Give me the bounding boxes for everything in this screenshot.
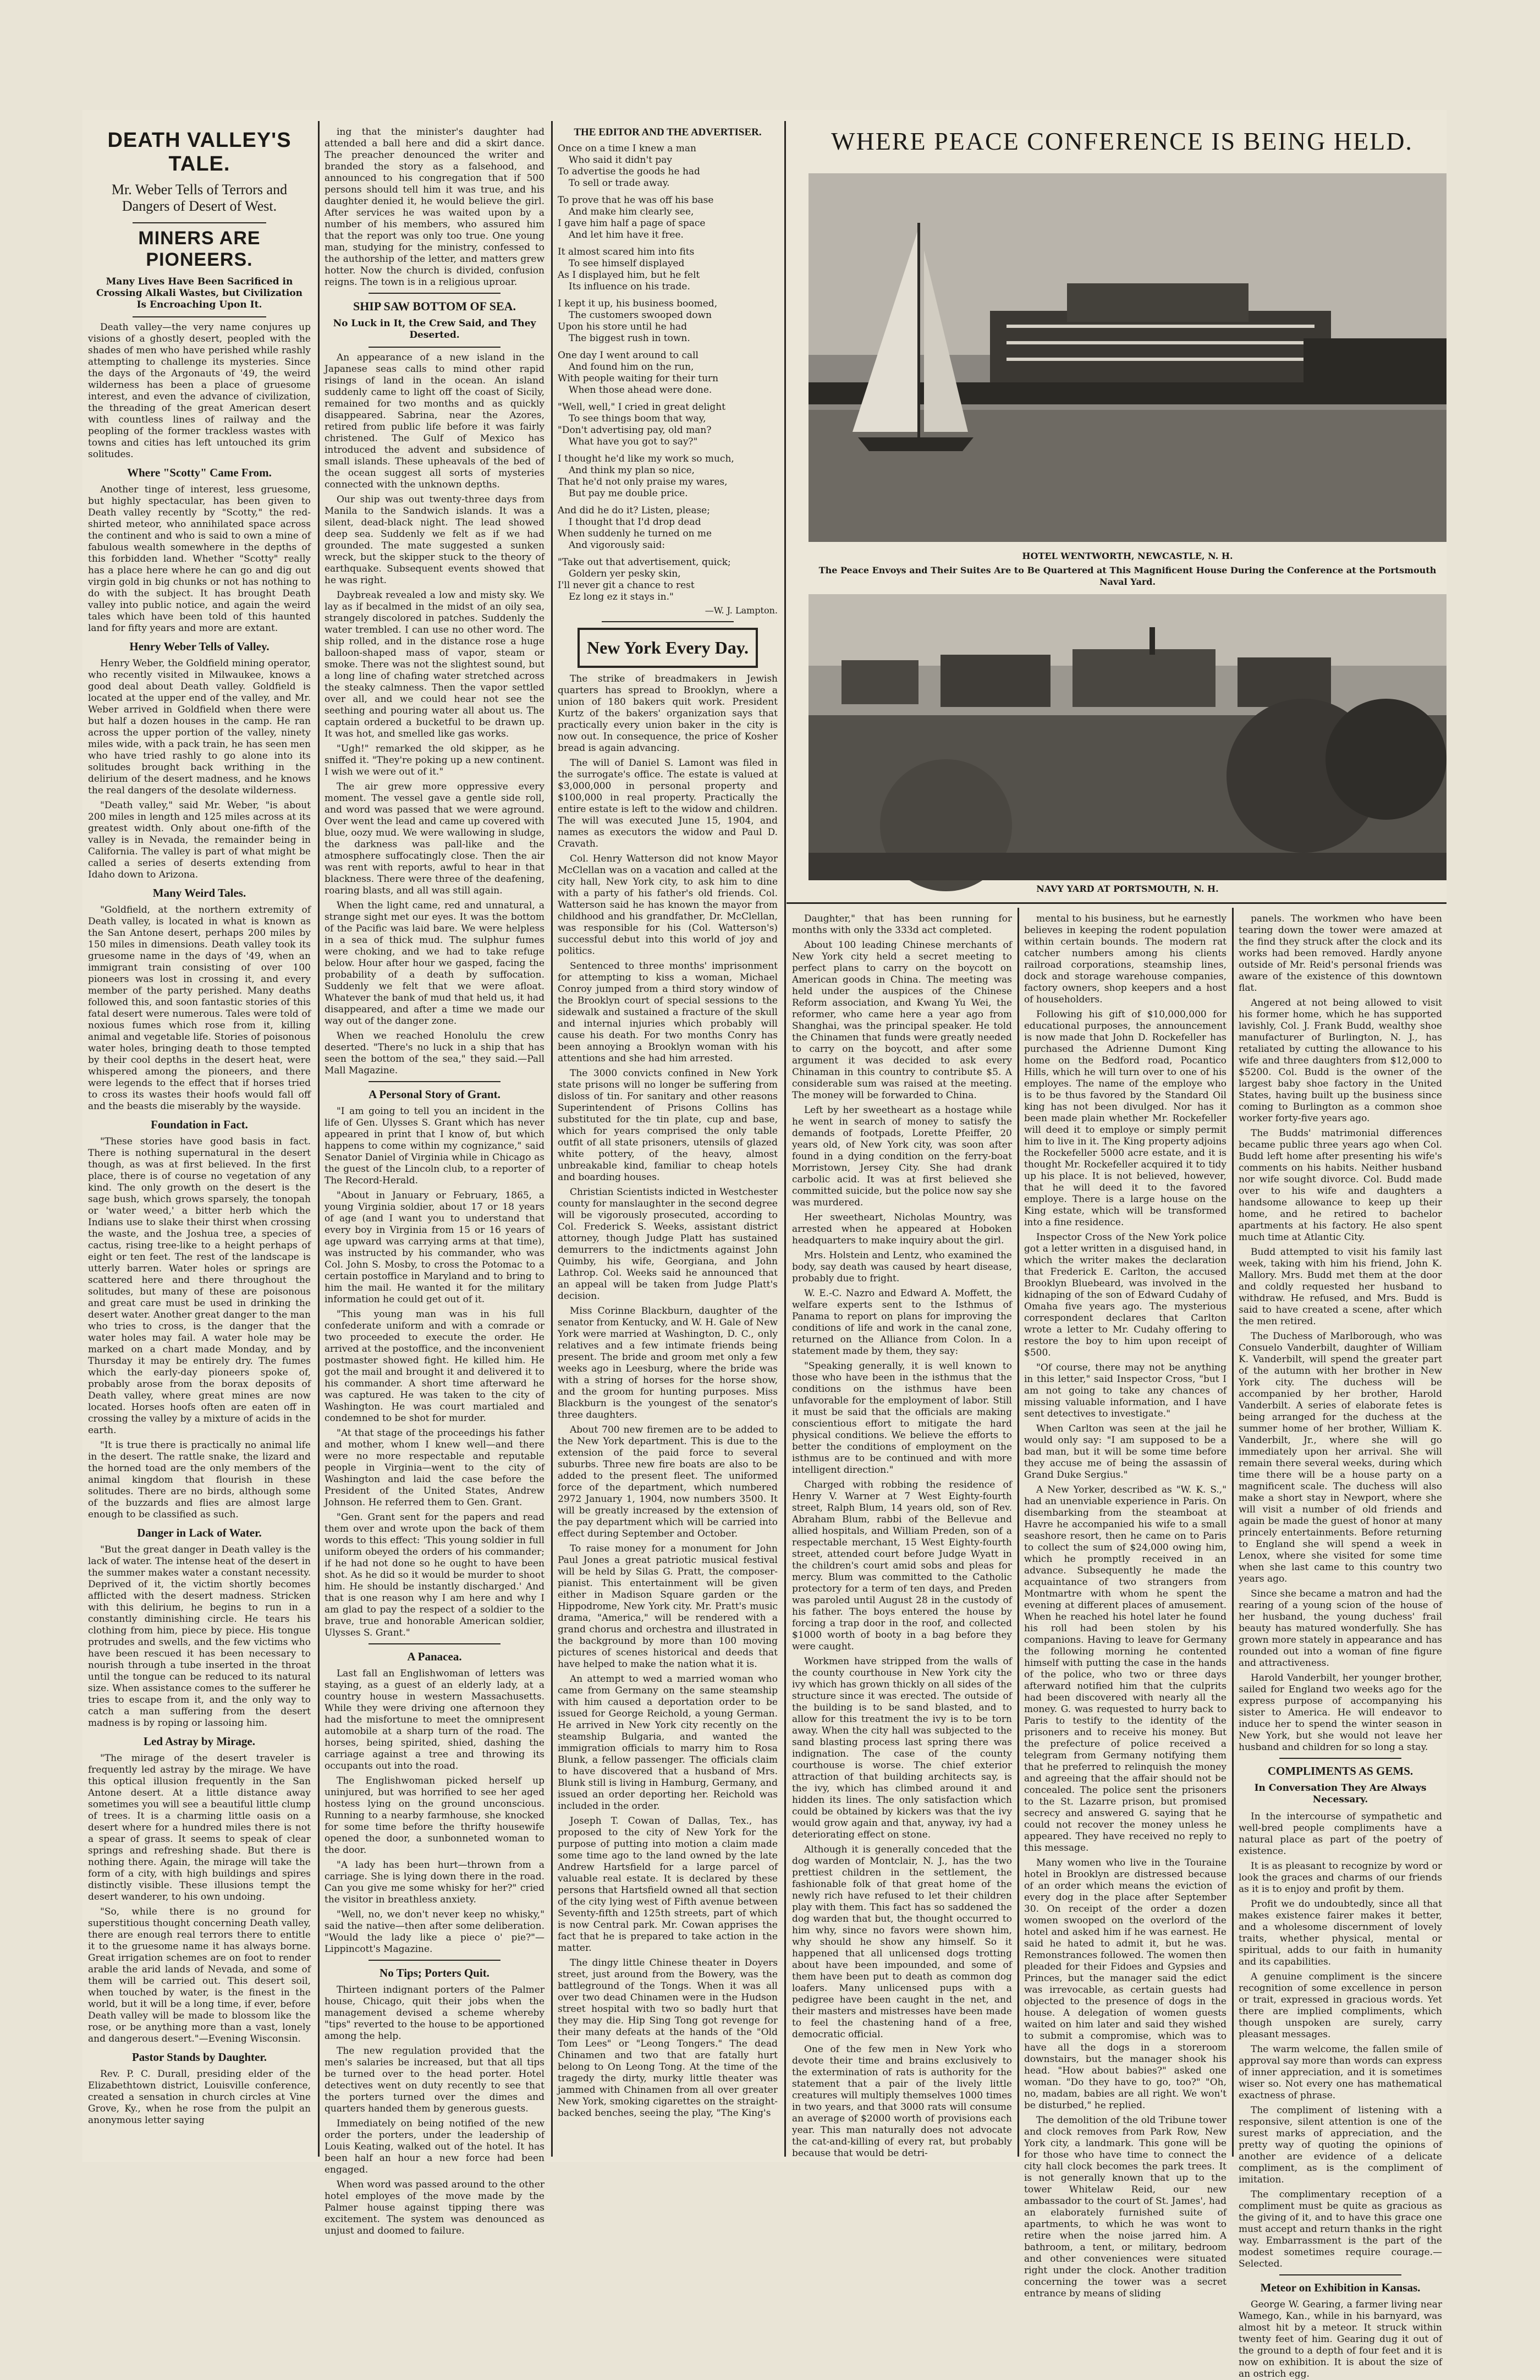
peace-conference-banner: WHERE PEACE CONFERENCE IS BEING HELD. (831, 127, 1413, 155)
hotel-caption-title: HOTEL WENTWORTH, NEWCASTLE, N. H. (1022, 551, 1233, 561)
poem-line: That he'd not only praise my wares, (558, 476, 728, 487)
paragraph: "I am going to tell you an incident in the life of Gen. Ulysses S. Grant which has never appeared in print that I know of, but which happens to come within my cognizance," said Senator Daniel of Virginia while in Chicago as the guest of the Lincoln club, to a reporter of The Record-Herald. (324, 1106, 544, 1186)
poem-line: To see himself displayed (569, 258, 685, 269)
poem-line: And think my plan so nice, (569, 465, 695, 476)
poem-line: I kept it up, his business boomed, (558, 298, 718, 309)
poem-line: I thought he'd like my work so much, (558, 453, 734, 464)
paragraph: W. E.-C. Nazro and Edward A. Moffett, the welfare experts sent to the Isthmus of Panama to report on plans for improving the conditions of life and work in the canal zone, returned on the Alliance from Colon. In a statement made by them, they say: (792, 1288, 1012, 1357)
divider (1279, 2274, 1401, 2275)
poem-line: But pay me double price. (569, 488, 688, 499)
divider (369, 1081, 501, 1082)
divider (602, 621, 734, 622)
subhead: Many Weird Tales. (152, 886, 246, 900)
divider (369, 1960, 501, 1961)
poem-line: The customers swooped down (569, 310, 712, 321)
paragraph: Thirteen indignant porters of the Palmer house, Chicago, quit their jobs when the management devised a scheme whereby "tips" reverted to the house to be apportioned among the help. (324, 1984, 544, 2042)
divider (133, 222, 266, 223)
paragraph: "Ugh!" remarked the old skipper, as he sniffed it. "They're poking up a new continent. I wish we were out of it." (324, 743, 544, 777)
poem-line: One day I went around to call (558, 350, 698, 361)
headline-compliments: COMPLIMENTS AS GEMS. (1267, 1764, 1414, 1778)
column-rule (1018, 908, 1019, 2157)
poem-line: Who said it didn't pay (569, 155, 672, 166)
divider (369, 347, 501, 348)
poem-line: Once on a time I knew a man (558, 143, 696, 154)
paragraph: "It is true there is practically no animal life in the desert. The rattle snake, the lizard and the horned toad are the only members of the animal kingdom that flourish in these solitudes. There are no birds, although some of the buzzards and flies are almost large enough to be classified as such. (88, 1440, 311, 1520)
new-york-every-day-box: New York Every Day. (578, 628, 758, 668)
headline-meteor: Meteor on Exhibition in Kansas. (1260, 2281, 1421, 2294)
paragraph: About 700 new firemen are to be added to the New York department. This is due to the extension of the paid force to several suburbs. Three new fire boats are also to be added to the present fleet. The uniformed force of the department, which numbered 2972 January 1, 1904, now numbers 3500. It will be greatly increased by the extension of the pay department which will be carried into effect during September and October. (558, 1424, 778, 1539)
paragraph: Budd attempted to visit his family last week, taking with him his friend, John K. Mallory. Mrs. Budd met them at the door and coldly requested her husband to withdraw. He refused, and Mrs. Budd is said to have created a scene, after which the men retired. (1239, 1247, 1442, 1327)
navy-yard-caption-title: NAVY YARD AT PORTSMOUTH, N. H. (1036, 884, 1219, 894)
poem-line: When those ahead were done. (569, 385, 712, 396)
paragraph: Charged with robbing the residence of Henry V. Warner at 7 West Eighty-fourth street, Ralph Blum, 14 years old, son of Rev. Abraham Blum, rabbi of the Bellevue and allied hospitals, and William Preden, son of a respectable merchant, 15 West Eighty-fourth street, attended court before Judge Wyatt in the children's court amid sobs and pleas for mercy. Blum was committed to the Catholic protectory for a term of ten days, and Preden was paroled until August 28 in the custody of his father. The boys entered the house by forcing a trap door in the roof, and collected $1000 worth of booty in a bag before they were caught. (792, 1479, 1012, 1652)
hotel-wentworth-photo (809, 173, 1447, 542)
paragraph: "Speaking generally, it is well known to those who have been in the isthmus that the conditions on the isthmus have been unfavorable for the employment of labor. Still it must be said that the officials are making conscientious effort to mitigate the hard physical conditions. We believe the efforts to better the conditions of employment on the isthmus are to be continued and with more intelligent direction." (792, 1361, 1012, 1476)
paragraph: An attempt to wed a married woman who came from Germany on the same steamship with him caused a deportation order to be issued for George Reichold, a young German. He arrived in New York city recently on the steamship Bulgaria, and wanted the immigration officials to marry him to Rosa Blunk, a fellow passenger. The officials claim to have discovered that a husband of Mrs. Blunk still is living in Hamburg, Germany, and issued an order deporting her. Reichold was included in the order. (558, 1674, 778, 1812)
poem-line (558, 344, 778, 350)
poem-line: The biggest rush in town. (569, 333, 690, 344)
paragraph: When word was passed around to the other hotel employes of the move made by the Palmer house against tipping there was excitement. The system was denounced as unjust and doomed to failure. (324, 2179, 544, 2236)
poem-line: "Don't advertising pay, old man? (558, 425, 712, 436)
paragraph: The will of Daniel S. Lamont was filed in the surrogate's office. The estate is valued at $3,000,000 in personal property and $100,000 in real property. Practically the entire estate is left to the widow and children. The will was executed June 15, 1904, and names as executors the widow and Paul D. Cravath. (558, 758, 778, 849)
paragraph: "Goldfield, at the northern extremity of Death valley, is located in what is known as the San Antone desert, perhaps 200 miles by 150 miles in dimensions. Death valley took its gruesome name in the days of '49, when an immigrant train consisting of over 100 pioneers was lost in crossing it, and every member of the party perished. Many deaths followed this, and soon fantastic stories of this fatal desert were numerous. Tales were told of noxious fumes which rose from it, killing animal and vegetable life. Stories of poisonous water holes, bringing death to those tempted by their cool depths in the desert heat, were whispered among the pioneers, and there were legends to the effect that if horses tried to cross its wastes their hoofs would fall off and the beasts die miserably by the wayside. (88, 904, 311, 1112)
poem-line: What have you got to say?" (569, 436, 698, 447)
subhead: Foundation in Fact. (151, 1118, 248, 1131)
paragraph: When the light came, red and unnatural, a strange sight met our eyes. It was the bottom of the Pacific was laid bare. We were helpless in a sea of thick mud. The sulphur fumes were choking, and we had to take refuge below. Hour after hour we gasped, facing the probability of a death by suffocation. Suddenly we felt that we were afloat. Whatever the bank of mud that held us, it had disappeared, and after a time we made our way out of the danger zone. (324, 900, 544, 1027)
poem-line: And vigorously said: (569, 540, 666, 551)
paragraph: "About in January or February, 1865, a young Virginia soldier, about 17 or 18 years of age (and I want you to understand that every boy in Virginia from 15 or 16 years of age upward was carrying arms at that time), was instructed by his commander, who was Col. John S. Mosby, to cross the Potomac to a certain postoffice in Maryland and to bring to him the mail. He wanted it for the military information he could get out of it. (324, 1190, 544, 1305)
paragraph: The complimentary reception of a compliment must be quite as gracious as the giving of it, and to have this grace one must accept and return thanks in the right way. Embarrassment is the part of the modest sometimes require courage.—Selected. (1239, 2189, 1442, 2269)
divider (369, 1643, 501, 1644)
poem-line: It almost scared him into fits (558, 246, 695, 257)
paragraph: "But the great danger in Death valley is the lack of water. The intense heat of the desert in the summer makes water a constant necessity. Deprived of it, the victim shortly becomes afflicted with the desert madness. Stricken with this delirium, he begins to run in a constantly diminishing circle. He tears his clothing from him, piece by piece. His tongue protrudes and swells, and the few victims who have been rescued it has been necessary to nourish through a tube inserted in the throat until the tongue can be reduced to its natural size. When assistance comes to the sufferer he tries to escape from it, and the only way to catch a man suffering from the desert madness is by roping or lassoing him. (88, 1544, 311, 1729)
paragraph: A genuine compliment is the sincere recognition of some excellence in person or trait, expressed in gracious words. Yet there are implied compliments, which though unspoken are surely, carry pleasant messages. (1239, 1971, 1442, 2040)
paragraph: Another tinge of interest, less gruesome, but highly spectacular, has been given to Death valley recently by "Scotty," the red-shirted meteor, who annihilated space across the continent and who is said to own a mine of fabulous wealth somewhere in the depths of this forbidden land. Whether "Scotty" really has a place here where he can go and dig out virgin gold in big chunks or not has nothing to do with the subject. It has brought Death valley into public notice, and again the weird tales which have been told of this haunted land for fifty years and more are extant. (88, 484, 311, 634)
paragraph: ing that the minister's daughter had attended a ball here and did a skirt dance. The preacher denounced the writer and branded the story as a falsehood, and announced to his congregation that if 500 persons should tell him it was true, and his daughter denied it, he would believe the girl. After services he was waited upon by a number of his members, who assured him that the report was only too true. One young man, studying for the ministry, confessed to the authorship of the letter, and matters grew hotter. Now the church is divided, confusion reigns. The town is in a religious uproar. (324, 127, 544, 288)
paragraph: Christian Scientists indicted in Westchester county for manslaughter in the second degree will be vigorously prosecuted, according to Col. Frederick S. Weeks, assistant district attorney, though Judge Platt has sustained demurrers to the indictments against John Quimby, his wife, Georgiana, and John Lathrop. Col. Weeks said he announced that an appeal will be taken from Judge Platt's decision. (558, 1187, 778, 1302)
paragraph: The 3000 convicts confined in New York state prisons will no longer be suffering from disloss of tin. For sanitary and other reasons Superintendent of Prisons Collins has substituted for the tin plate, cup and base, which for years comprised the only table outfit of all state prisoners, utensils of glazed white pottery, of the heavy, almost unbreakable kind, familiar to cheap hotels and boarding houses. (558, 1068, 778, 1183)
poem-line: Ez long ez it stays in." (569, 591, 674, 602)
poem (558, 143, 778, 603)
paragraph: A New Yorker, described as "W. K. S.," had an unenviable experience in Paris. On disembarking from the steamboat at Havre he accompanied his wife to a small seashore resort, then he came on to Paris to collect the sum of $24,000 owing him, which he promptly received in an advance. Subsequently he made the acquaintance of two strangers from Montmartre with whom he spent the evening at different places of amusement. When he reached his hotel later he found his roll had been stolen by his companions. Having to leave for Germany the following morning he contented himself with putting the case in the hands of the police, who two or three days afterward notified him that the culprits had been discovered with nearly all the money. G. was requested to hurry back to Paris to testify to the identity of the prisoners and to receive his money. But the prefecture of police received a telegram from Germany notifying them that he preferred to relinquish the money and agreeing that the affair should not be concealed. The police sent the prisoners to the St. Lazarre prison, but promised secrecy and answered G. saying that he could not recover the money unless he appeared. They have received no reply to this message. (1024, 1484, 1226, 1853)
paragraph: Although it is generally conceded that the dog warden of Montclair, N. J., has the two prettiest children in the settlement, the fashionable folk of that great home of the newly rich have refused to let their children play with them. This fact has so saddened the dog warden that but, the thought occurred to him why, since no favors were shown him, why should he show any himself. So it happened that all unlicensed dogs trotting about have been impounded, and some of them have been put to death as common dog loafers. Many unlicensed pups with a pedigree have been caught in the net, and their masters and mistresses have been made to feel the chastening hand of a free, democratic official. (792, 1844, 1012, 2040)
paragraph: panels. The workmen who have been tearing down the tower were amazed at the find they struck after the clock and its works had been removed. Hardly anyone outside of Mr. Reid's personal friends was aware of the existence of this downtown flat. (1239, 913, 1442, 994)
deck-ship: No Luck in It, the Crew Said, and They Deserted. (333, 318, 536, 341)
paragraph: An appearance of a new island in the Japanese seas calls to mind other rapid risings of land in the ocean. An island suddenly came to light off the coast of Sicily, remained for two months and as quickly disappeared. Sabrina, near the Azores, retired from public life before it was fairly christened. The Gulf of Mexico has introduced the advent and subsidence of small islands. These upheavals of the bed of the ocean suggest all sorts of mysteries connected with the unknown depths. (324, 352, 544, 490)
paragraph: Rev. P. C. Durall, presiding elder of the Elizabethtown district, Louisville conference, created a sensation in church circles at Vine Grove, Ky., when he rose from the pulpit an anonymous letter saying (88, 2069, 311, 2126)
paragraph: George W. Gearing, a farmer living near Wamego, Kan., while in his barnyard, was almost hit by a meteor. It struck within twenty feet of him. Gearing dug it out of the ground to a depth of four feet and it is now on exhibition. It is about the size of an ostrich egg. (1239, 2299, 1442, 2379)
headline-ship: SHIP SAW BOTTOM OF SEA. (353, 299, 516, 313)
paragraph: Our ship was out twenty-three days from Manila to the Sandwich islands. It was a silent, dead-black night. The lead showed deep sea. Suddenly we felt as if we had grounded. The mate suggested a sunken wreck, but the skipper stuck to the theory of earthquake. Subsequent events showed that he was right. (324, 494, 544, 586)
paragraph: Left by her sweetheart as a hostage while he went in search of money to satisfy the demands of footpads, Lorette Pfeiffer, 20 years old, of New York city, was soon after found in a dying condition on the ferry-boat Morristown, Jersey City. She had drank carbolic acid. It was at first believed she committed suicide, but the police now say she was murdered. (792, 1105, 1012, 1208)
paragraph: Many women who live in the Touraine hotel in Brooklyn are distressed because of an order which means the eviction of every dog in the place after September 30. On receipt of the order a dozen women swooped on the overlord of the hotel and asked him if he was earnest. He said he hated to admit it, but he was. Remonstrances followed. The women then pleaded for their Fidoes and Gypsies and Princes, but the manager said the edict was irrevocable, as certain guests had objected to the presence of dogs in the house. A delegation of women guests waited on him later and said they wished to submit a compromise, which was to have all the dogs in a storeroom downstairs, but the manager shook his head. "How about babies?" asked one woman. "Do they have to go, too?" "Oh, no, madam, babies are all right. We won't be disturbed," he replied. (1024, 1857, 1226, 2111)
navy-yard-photo (809, 594, 1447, 880)
deck-compliments: In Conversation They Are Always Necessary. (1254, 1783, 1427, 1805)
paragraph: Mrs. Holstein and Lentz, who examined the body, say death was caused by heart disease, probably due to fright. (792, 1250, 1012, 1284)
paragraph: "Gen. Grant sent for the papers and read them over and wrote upon the back of them words to this effect: 'This young soldier in full uniform obeyed the orders of his commander; if he had not done so he ought to have been shot. As he did so it would be murder to shoot him. He should be instantly discharged.' And that is one reason why I am here and why I am glad to pay the respect of a soldier to the brave, true and honorable American soldier, Ulysses S. Grant." (324, 1512, 544, 1638)
divider (133, 316, 266, 317)
paragraph: Immediately on being notified of the new order the porters, under the leadership of Louis Keating, walked out of the hotel. It has been half an hour a new force had been engaged. (324, 2118, 544, 2175)
headline-editor: THE EDITOR AND THE ADVERTISER. (574, 127, 762, 138)
column-1 (88, 127, 311, 2157)
column-4 (792, 913, 1012, 2157)
paragraph: The strike of breadmakers in Jewish quarters has spread to Brooklyn, where a union of 180 bakers quit work. President Kurtz of the bakers' organization says that practically every union baker in the city is now out. In consequence, the price of Kosher bread is again advancing. (558, 673, 778, 754)
paragraph: Last fall an Englishwoman of letters was staying, as a guest of an elderly lady, at a country house in western Massachusetts. While they were driving one afternoon they had the misfortune to meet the omnipresent automobile at a sharp turn of the road. The horses, being spirited, shied, dashing the carriage against a tree and throwing its occupants out into the road. (324, 1668, 544, 1772)
column-rule (784, 121, 786, 2157)
column-rule (1232, 908, 1234, 2157)
poem-line: And let him have it free. (569, 229, 684, 240)
poem-line: To advertise the goods he had (558, 166, 700, 177)
deck-death-valley: Mr. Weber Tells of Terrors and Dangers of Desert of West. (111, 182, 288, 214)
headline-grant: A Personal Story of Grant. (369, 1088, 501, 1101)
paragraph: "So, while there is no ground for superstitious thought concerning Death valley, there are enough real terrors there to entitle it to the gruesome name it has always borne. Great irrigation schemes are on foot to render arable the arid lands of Nevada, and some of them will be carried out. This desert soil, when touched by water, is the finest in the world, but it will be a long time, if ever, before Death valley will be made to blossom like the rose, or be anything more than a vast, lonely and dangerous desert."—Evening Wisconsin. (88, 1906, 311, 2044)
column-3 (558, 127, 778, 2157)
paragraph: Inspector Cross of the New York police got a letter written in a disguised hand, in which the writer makes the declaration that Frederick E. Carlton, the accused Brooklyn Bluebeard, was involved in the kidnaping of the son of Edward Cudahy of Omaha five years ago. The mysterious correspondent declares that Carlton wrote a letter to Mr. Cudahy offering to restore the boy to him upon receipt of $500. (1024, 1232, 1226, 1358)
poem-line (558, 500, 778, 505)
newspaper-page (82, 110, 1447, 2379)
column-5 (1024, 913, 1226, 2299)
paragraph: The Duchess of Marlborough, who was Consuelo Vanderbilt, daughter of William K. Vanderbilt, will spend the greater part of the autumn with her brother in New York city. The duchess will be accompanied by her brother, Harold Vanderbilt. A series of elaborate fetes is being arranged for the duchess at the summer home of her brother, William K. Vanderbilt, Jr., where she will go immediately upon her arrival. She will remain there several weeks, during which time there will be a house party on a magnificent scale. The duchess will also make a short stay in Newport, where she will visit a number of old friends and again be made the guest of honor at many princely entertainments. Before returning to England she will spend a week in Lenox, where she visited for some time when she last came to this country two years ago. (1239, 1331, 1442, 1584)
poem-line (558, 448, 778, 453)
poem-line: And make him clearly see, (569, 206, 694, 217)
poem-line: "Well, well," I cried in great delight (558, 402, 726, 413)
paragraph: Harold Vanderbilt, her younger brother, sailed for England two weeks ago for the express purpose of accompanying his sister to America. He will endeavor to induce her to spend the winter season in New York, but she would not leave her husband and children for so long a stay. (1239, 1672, 1442, 1753)
poem-line: "Take out that advertisement, quick; (558, 557, 731, 568)
headline-panacea: A Panacea. (407, 1650, 462, 1663)
paragraph: The dingy little Chinese theater in Doyers street, just around from the Bowery, was the battleground of the Tongs. When it was all over two dead Chinamen were in the Hudson street hospital with two so badly hurt that they may die. Hip Sing Tong got revenge for their many defeats at the hands of the "Old Tom Lees" or "Leong Tongers." The dead Chinamen and two that are fatally hurt belong to On Leong Tong. At the time of the tragedy the dirty, murky little theater was jammed with Chinamen from all over greater New York, smoking cigarettes on the straight-backed benches, seeing the play, "The King's (558, 1957, 778, 2119)
paragraph: "This young man was in his full confederate uniform and with a comrade or two proceeded to execute the order. He arrived at the postoffice, and the inconvenient postmaster showed fight. He killed him. He got the mail and brought it and delivered it to his commander. A short time afterward he was captured. He was taken to the city of Washington. He was court martialed and condemned to be shot for murder. (324, 1309, 544, 1424)
paragraph: Profit we do undoubtedly, since all that makes existence fairer makes it better, and a wholesome discernment of lovely traits, whether physical, mental or spiritual, adds to our faith in humanity and its capabilities. (1239, 1899, 1442, 1967)
paragraph: The Englishwoman picked herself up uninjured, but was horrified to see her aged hostess lying on the ground unconscious. Running to a nearby farmhouse, she knocked for some time before the thrifty housewife opened the door, a sunbonneted woman to the door. (324, 1775, 544, 1856)
poem-line: As I displayed him, but he felt (558, 270, 700, 281)
poem-line: To prove that he was off his base (558, 195, 714, 206)
paragraph: Henry Weber, the Goldfield mining operator, who recently visited in Milwaukee, knows a good deal about Death valley. Goldfield is located at the upper end of the valley, and Mr. Weber arrived in Goldfield when there were but half a dozen houses in the camp. He ran across the upper portion of the valley, ninety miles wide, with a pack train, he has seen men who have tried rashly to go alone into its solitudes brought back writhing in the delirium of the desert madness, and he knows the real dangers of the desolate wilderness. (88, 658, 311, 796)
paragraph: About 100 leading Chinese merchants of New York city held a secret meeting to perfect plans to carry on the boycott on American goods in China. The meeting was held under the auspices of the Chinese Reform association, and Kwang Yu Wei, the reformer, who came here a year ago from Shanghai, was the principal speaker. He told the Chinamen that funds were greatly needed to carry on the boycott, and after some argument it was decided to ask every Chinaman in this country to contribute $5. A considerable sum was raised at the meeting. The money will be forwarded to China. (792, 940, 1012, 1101)
paragraph: When Carlton was seen at the jail he would only say: "I am supposed to be a bad man, but it will be some time before they accuse me of being the assassin of Grand Duke Sergius." (1024, 1423, 1226, 1480)
poem-line (558, 551, 778, 557)
poem-line: When suddenly he turned on me (558, 528, 712, 539)
column-rule (551, 121, 553, 2157)
paragraph: Workmen have stripped from the walls of the county courthouse in New York city the ivy which has grown thickly on all sides of the structure since it was erected. The outside of the building is to be sand blasted, and to allow for this treatment the ivy is to be torn away. When the city hall was subjected to the sand blasting process last spring there was indignation. The case of the county courthouse is worse. The chief exterior attraction of that building architects say, is the ivy, which has climbed around it and hidden its lines. The only satisfaction which could be obtained by kickers was that the ivy would grow again and that, anyway, ivy had a deteriorating effect on stone. (792, 1656, 1012, 1840)
paragraph: The Budds' matrimonial differences became public three years ago when Col. Budd left home after presenting his wife's comments on his habits. Neither husband nor wife sought divorce. Col. Budd made over to his wife and daughters a handsome allowance to keep up their home, and he retired to bachelor apartments at his factory. He also spent much time at Atlantic City. (1239, 1128, 1442, 1243)
poem-line: To sell or trade away. (569, 178, 670, 189)
paragraph: "Death valley," said Mr. Weber, "is about 200 miles in length and 125 miles across at its greatest width. Only about one-fifth of the valley is in Nevada, the remainder being in California. The valley is part of what might be called a series of deserts extending from Idaho down to Arizona. (88, 800, 311, 880)
column-2 (324, 127, 544, 2236)
poem-line: With people waiting for their turn (558, 373, 719, 384)
paragraph: The air grew more oppressive every moment. The vessel gave a gentle side roll, and word was passed that we were aground. Over went the lead and came up covered with blue, oozy mud. We were wallowing in sludge, the darkness was pall-like and the atmosphere suffocatingly close. Then the air was rent with reports, awful to hear in that blackness. There were three of the deafening, roaring blasts, and all was still again. (324, 781, 544, 896)
column-6 (1239, 913, 1442, 2379)
paragraph: Miss Corinne Blackburn, daughter of the senator from Kentucky, and W. H. Gale of New York were married at Washington, D. C., only relatives and a few intimate friends being present. The bride and groom met only a few weeks ago in Leesburg, where the bride was with a string of horses for the horse show, and the groom for hunting purposes. Miss Blackburn is the youngest of the senator's three daughters. (558, 1306, 778, 1421)
paragraph: Daughter," that has been running for months with only the 333d act completed. (792, 913, 1012, 936)
paragraph: Sentenced to three months' imprisonment for attempting to kiss a woman, Michael Conroy jumped from a third story window of the Brooklyn court of special sessions to the sidewalk and sustained a fracture of the skull and internal injuries which probably will cause his death. For two months Conry has been annoying a Brooklyn woman with his attentions and she had him arrested. (558, 961, 778, 1064)
paragraph: One of the few men in New York who devote their time and brains exclusively to the extermination of rats is authority for the statement that a pair of the lively little creatures will multiply themselves 1000 times in two years, and that 3000 rats will consume an average of $2000 worth of provisions each year. This man naturally does not advocate the cat-and-killing of every rat, but probably because that would be detri- (792, 2044, 1012, 2159)
column-rule (318, 121, 320, 2157)
headline-death-valley: DEATH VALLEY'S TALE. (107, 129, 292, 176)
paragraph: Following his gift of $10,000,000 for educational purposes, the announcement is now made that John D. Rockefeller has purchased the Adrienne Dumont King home on the Bedford road, Pocantico Hills, which he will turn over to one of his employes. The name of the employe who is to be thus favored by the Standard Oil king has not been divulged. Nor has it been made plain whether Mr. Rockefeller will deed it to employe or simply permit him to live in it. The King property adjoins the Rockefeller 5000 acre estate, and it is thought Mr. Rockefeller acquired it to tidy up his place. It is not believed, however, that he will deed it to the favored employe. There is a large house on the King estate, which will be transformed into a fine residence. (1024, 1009, 1226, 1228)
poem-line (558, 189, 778, 195)
poem-line (558, 241, 778, 246)
paragraph: Joseph T. Cowan of Dallas, Tex., has proposed to the city of New York for the purpose of putting into motion a claim made some time ago to the land owned by the late Andrew Hartsfield for a large parcel of valuable real estate. It is declared by these persons that Hartsfield owned all that section of the city lying west of Fifth avenue between Seventy-fifth and 125th streets, part of which is now Central park. Mr. Cowan apprises the fact that he is prepared to take action in the matter. (558, 1816, 778, 1954)
hotel-caption: The Peace Envoys and Their Suites Are to Be Quartered at This Magnificent House During the Conference at the Portsmouth Naval Yard. (818, 565, 1437, 587)
poem-line: I gave him half a page of space (558, 218, 706, 229)
paragraph: The warm welcome, the fallen smile of approval say more than words can express of inner appreciation, and it is sometimes wiser so. Not every one has mathematical exactness of phrase. (1239, 2044, 1442, 2101)
paragraph: Angered at not being allowed to visit his former home, which he has supported lavishly, Col. J. Frank Budd, wealthy shoe manufacturer of Burlington, N. J., has retaliated by cutting the allowance to his wife and three daughters from $12,000 to $5200. Col. Budd is the owner of the largest baby shoe factory in the United States, having built up the business since coming to Burlington as a common shoe worker forty-five years ago. (1239, 997, 1442, 1124)
paragraph: Her sweetheart, Nicholas Mountry, was arrested when he appeared at Hoboken headquarters to make inquiry about the girl. (792, 1212, 1012, 1246)
paragraph: To raise money for a monument for John Paul Jones a great patriotic musical festival will be held by Silas G. Pratt, the composer-pianist. This entertainment will be given either in Madison Square garden or the Hippodrome, New York city. Mr. Pratt's music drama, "America," will be rendered with a grand chorus and orchestra and illustrated in the background by more than 100 moving pictures of scenes historical and deeds that have helped to make the nation what it is. (558, 1543, 778, 1670)
poem-line: And did he do it? Listen, please; (558, 505, 710, 516)
subhead: Where "Scotty" Came From. (127, 466, 272, 479)
poem-signature: —W. J. Lampton. (705, 605, 778, 616)
subhead: Danger in Lack of Water. (137, 1526, 262, 1539)
subhead: Pastor Stands by Daughter. (131, 2050, 267, 2064)
paragraph: When we reached Honolulu the crew deserted. "There's no luck in a ship that has seen the bottom of the sea," they said.—Pall Mall Magazine. (324, 1030, 544, 1076)
poem-line: I thought that I'd drop dead (569, 517, 701, 528)
headline-tips: No Tips; Porters Quit. (380, 1966, 490, 1979)
divider (369, 293, 501, 294)
paragraph: "The mirage of the desert traveler is frequently led astray by the mirage. We have this optical illusion frequently in the San Antone desert. At a little distance away sometimes you will see a beautiful little clump of trees. It is a charming little oasis on a desert where for a hundred miles there is not a spear of grass. It seems to speak of clear springs and refreshing shade. But there is nothing there. Again, the mirage will take the form of a city, with high buildings and spires distinctly visible. These illusions tempt the desert wanderer, to his own undoing. (88, 1753, 311, 1902)
paragraph: "Well, no, we don't never keep no whisky," said the native—then after some deliberation. "Would the lady like a piece o' pie?"—Lippincott's Magazine. (324, 1909, 544, 1955)
paragraph: The new regulation provided that the men's salaries be increased, but that all tips be turned over to the head porter. Hotel detectives went on duty recently to see that the porters turned over the dimes and quarters handed them by generous guests. (324, 2046, 544, 2114)
paragraph: "At that stage of the proceedings his father and mother, whom I knew well—and there were no more respectable and reputable people in Virginia—went to the city of Washington and laid the case before the President of the United States, Andrew Johnson. He referred them to Gen. Grant. (324, 1428, 544, 1508)
paragraph: The demolition of the old Tribune tower and clock removes from Park Row, New York city, a landmark. This gone will be for those who have time to connect the city hall clock becomes the park trees. It is not generally known that up to the tower Whitelaw Reid, our new ambassador to the court of St. James', had an elaborately furnished suite of apartments, to which he was wont to retire when the noise jarred him. A bathroom, a tent, or military, bedroom and other conveniences were situated right under the clock. Another tradition concerning the tower was a secret entrance by means of sliding (1024, 2115, 1226, 2299)
paragraph: It is as pleasant to recognize by word or look the graces and charms of our friends as it is to enjoy and profit by them. (1239, 1861, 1442, 1895)
poem-line: To see things boom that way, (569, 413, 706, 424)
poem-line: Upon his store until he had (558, 321, 688, 332)
poem-line: Its influence on his trade. (569, 281, 690, 292)
paragraph: Daybreak revealed a low and misty sky. We lay as if becalmed in the midst of an oily sea, strangely discolored in patches. Suddenly the water trembled. I can use no other word. The ship rolled, and in the distance rose a huge balloon-shaped mass of vapor, steam or smoke. There was not the slightest sound, but a long line of chafing water stretched across the steaky calmness. Then the vapor settled over all, and we could hear not see the seething and pouring water all about us. The captain ordered a bucketful to be drawn up. It was hot, and smelled like gas works. (324, 590, 544, 739)
paragraph: The compliment of listening with a responsive, silent attention is one of the surest marks of appreciation, and the pretty way of quoting the opinions of another are evidence of a delicate compliment, as is the compliment of imitation. (1239, 2105, 1442, 2185)
headline-miners: MINERS ARE PIONEERS. (138, 228, 261, 270)
paragraph: Death valley—the very name conjures up visions of a ghostly desert, peopled with the shades of men who have perished while rashly attempting to challenge its mysteries. Since the days of the Argonauts of '49, the weird wilderness has been a place of gruesome interest, and even the advance of civilization, the threading of the great American desert with countless lines of railway and the peopling of the former trackless wastes with towns and cities has left untouched its grim solitudes. (88, 322, 311, 460)
paragraph: "These stories have good basis in fact. There is nothing supernatural in the desert though, as was at first believed. In the first place, there is of course no vegetation of any kind. The only growth on the desert is the sage bush, which grows sparsely, the tonopah or 'water weed,' a bitter herb which the Indians use to slake their thirst when crossing the waste, and the Joshua tree, a species of cactus, rising tree-like to a height perhaps of eight or ten feet. The rest of the landscape is utterly barren. Water holes or springs are scattered here and there throughout the solitudes, but many of these are poisonous and great care must be used in drinking the desert water. Another great danger to the man who tries to cross, is the danger that the water holes may fail. A water hole may be marked on a chart made Monday, and by Thursday it may be entirely dry. The fumes which the early-day pioneers spoke of, probably arose from the borax deposits of Death valley, where great mines are now located. Horses hoofs often are eaten off in crossing the valley by a mixture of acids in the earth. (88, 1136, 311, 1436)
poem-line: I'll never git a chance to rest (558, 580, 695, 591)
section-rule (787, 902, 1447, 904)
subhead: Henry Weber Tells of Valley. (129, 640, 270, 653)
paragraph: "Of course, there may not be anything in this letter," said Inspector Cross, "but I am not going to take any chances of missing valuable information, and I have sent detectives to investigate." (1024, 1362, 1226, 1419)
paragraph: Since she became a matron and had the rearing of a young scion of the house of her husband, the young duchess' frail beauty has matured wonderfully. She has grown more stately in appearance and has rounded out into a woman of fine figure and attractiveness. (1239, 1588, 1442, 1669)
poem-line: Goldern yer pesky skin, (569, 568, 681, 579)
paragraph: In the intercourse of sympathetic and well-bred people compliments have a natural place as part of the poetry of existence. (1239, 1811, 1442, 1857)
paragraph: mental to his business, but he earnestly believes in keeping the rodent population within certain bounds. The modern rat catcher numbers among his clients railroad corporations, steamship lines, dock and storage warehouse companies, factory owners, shop keepers and a host of householders. (1024, 913, 1226, 1005)
paragraph: Col. Henry Watterson did not know Mayor McClellan was on a vacation and called at the city hall, New York city, to ask him to dine with a party of his father's old friends. Col. Watterson said he has known the mayor from childhood and his grandfather, Dr. McClellan, was responsible for his (Col. Watterson's) successful debut into this world of joy and politics. (558, 853, 778, 957)
subhead: Led Astray by Mirage. (144, 1735, 255, 1748)
divider (1279, 1758, 1401, 1759)
poem-line (558, 293, 778, 298)
paragraph: "A lady has been hurt—thrown from a carriage. She is lying down there in the road. Can you give me some whisky for her?" cried the visitor in breathless anxiety. (324, 1860, 544, 1905)
poem-line (558, 396, 778, 402)
poem-line: And found him on the run, (569, 361, 694, 372)
deck-miners: Many Lives Have Been Sacrificed in Crossing Alkali Wastes, but Civilization Is Encroaching Upon It. (96, 276, 303, 310)
